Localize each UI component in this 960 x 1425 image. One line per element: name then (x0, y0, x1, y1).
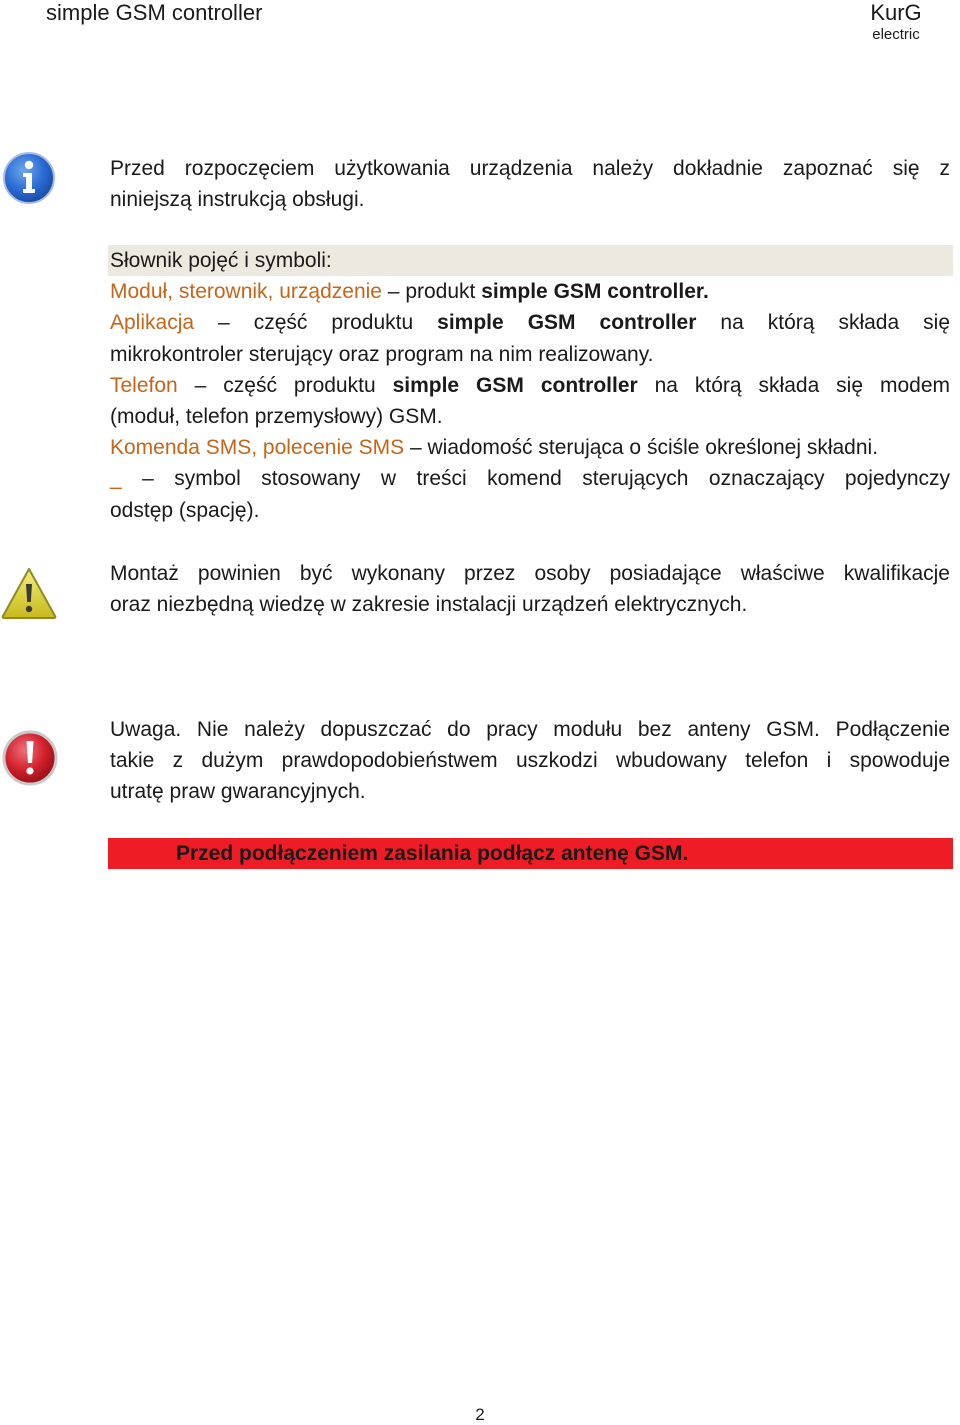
intro-line-1: Przed rozpoczęciem użytkowania urządzenia należy dokładnie zapoznać się z (110, 157, 950, 180)
caution-paragraph (110, 714, 950, 808)
glossary-item-aplikacja-cont: mikrokontroler sterujący oraz program na nim realizowany. (110, 342, 654, 366)
brand-logo (856, 0, 936, 45)
term-telefon: Telefon (110, 373, 178, 397)
info-icon (2, 151, 56, 205)
product-name: simple GSM controller (437, 311, 697, 335)
page-number: 2 (475, 1405, 485, 1424)
term-symbol: _ (110, 467, 122, 491)
intro-line-2: niniejszą instrukcją obsługi. (110, 188, 365, 212)
caution-line-3: utratę praw gwarancyjnych. (110, 780, 366, 804)
text: – wiadomość sterująca o ściśle określonej składni. (404, 436, 879, 460)
text: . (702, 280, 709, 304)
caution-line-2: takie z dużym prawdopodobieństwem uszkodzi wbudowany telefon i spowoduje (110, 749, 950, 773)
warning-line-2: oraz niezbędną wiedzę w zakresie instalacji urządzeń elektrycznych. (110, 593, 748, 617)
term-aplikacja: Aplikacja (110, 311, 195, 335)
red-notice-text: Przed podłączeniem zasilania podłącz antenę GSM. (176, 842, 689, 865)
glossary-item-symbol (110, 463, 950, 494)
text: na którą składa się (696, 311, 951, 335)
product-name: simple GSM controller (392, 373, 638, 397)
text: – część produktu (177, 373, 393, 397)
text: na którą składa się modem (637, 373, 950, 397)
brand-name: KurG (870, 0, 922, 25)
exclamation-icon (1, 729, 59, 787)
glossary-item-telefon (110, 370, 950, 401)
text: – część produktu (194, 311, 438, 335)
document-title: simple GSM controller (46, 0, 263, 25)
term-komenda: Komenda SMS, polecenie SMS (110, 436, 405, 460)
term-modul: Moduł, sterownik, urządzenie (110, 280, 382, 304)
glossary-item-symbol-cont: odstęp (spację). (110, 498, 260, 522)
text: – symbol stosowany w treści komend sterujących oznaczający pojedynczy (121, 467, 950, 491)
glossary-item-telefon-cont: (moduł, telefon przemysłowy) GSM. (110, 405, 443, 429)
intro-paragraph (110, 153, 950, 215)
glossary-item-aplikacja (110, 307, 950, 338)
glossary-item-modul (110, 276, 950, 307)
product-name: simple GSM controller (481, 280, 703, 304)
glossary-title: Słownik pojęć i symboli: (110, 249, 332, 272)
glossary-item-komenda (110, 432, 950, 463)
brand-subtitle: electric (872, 26, 920, 43)
glossary (110, 245, 950, 526)
warning-icon (0, 566, 58, 620)
text: – produkt (381, 280, 482, 304)
warning-paragraph (110, 558, 950, 620)
caution-line-1: Uwaga. Nie należy dopuszczać do pracy modułu bez anteny GSM. Podłączenie (110, 718, 950, 741)
warning-line-1: Montaż powinien być wykonany przez osoby posiadające właściwe kwalifikacje (110, 562, 950, 585)
